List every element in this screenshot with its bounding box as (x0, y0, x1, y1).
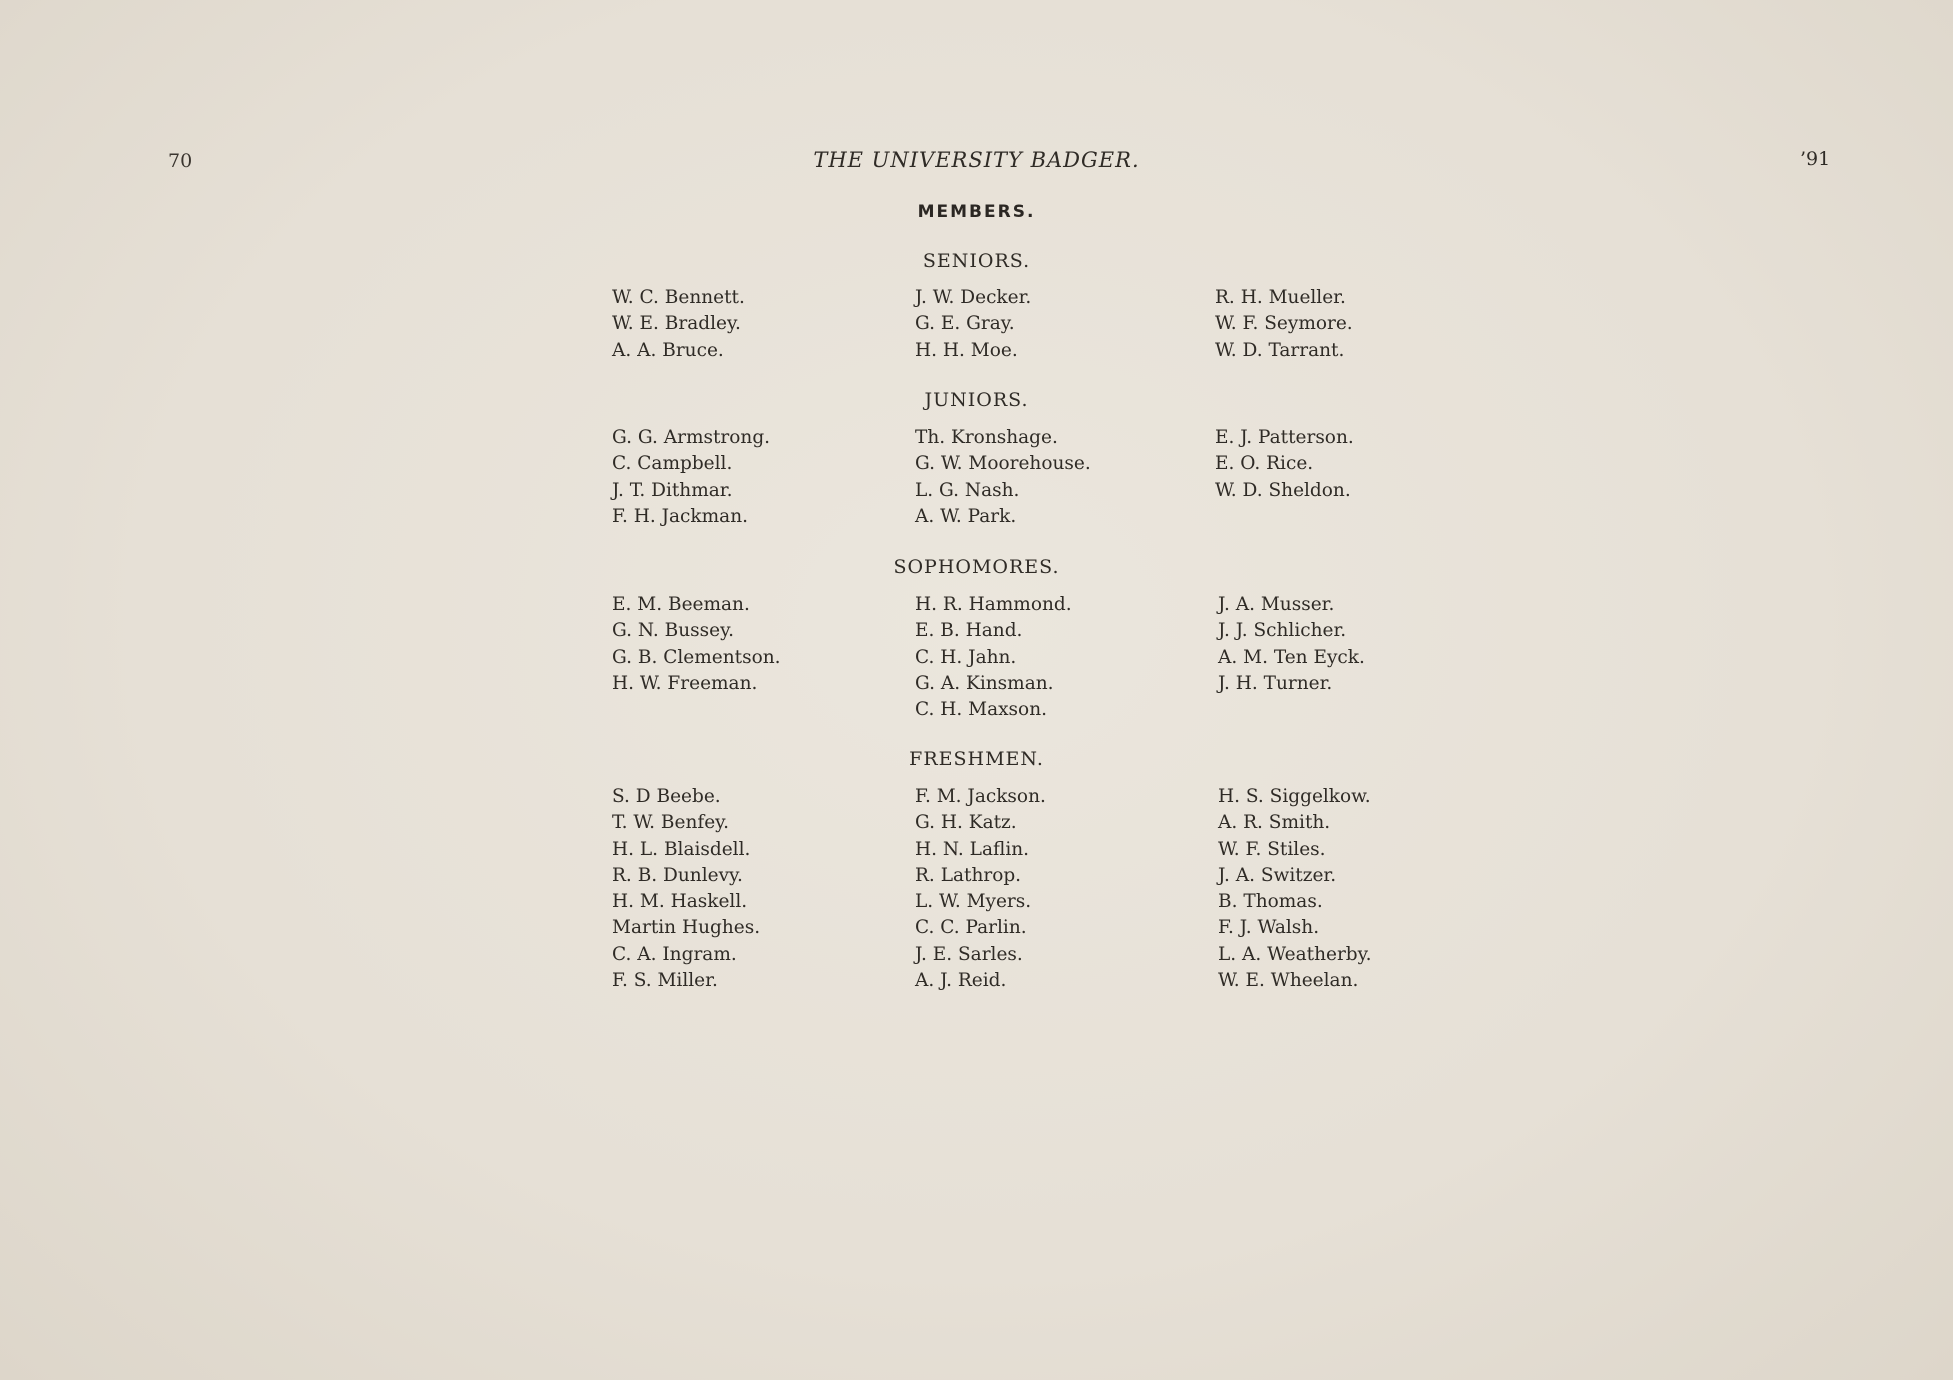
juniors-column-3 (1215, 425, 1354, 504)
member-name: F. J. Walsh. (1218, 917, 1320, 939)
member-name: C. H. Maxson. (915, 699, 1047, 721)
member-name: R. B. Dunlevy. (612, 864, 743, 886)
member-name: A. R. Smith. (1218, 812, 1331, 834)
member-name: F. H. Jackman. (612, 505, 748, 527)
freshmen-column-2 (915, 784, 1046, 994)
member-name: T. W. Benfey. (612, 812, 730, 834)
member-name: W. C. Bennett. (612, 287, 745, 308)
member-name: L. A. Weatherby. (1218, 943, 1372, 965)
member-name: C. Campbell. (612, 453, 733, 475)
member-name: J. E. Sarles. (915, 943, 1023, 965)
member-name: H. H. Moe. (915, 339, 1018, 361)
juniors-column-1 (612, 425, 770, 530)
sophomores-column-3 (1218, 592, 1365, 697)
member-name: C. C. Parlin. (915, 917, 1027, 939)
member-name: H. N. Laflin. (915, 838, 1030, 860)
member-name: J. W. Decker. (915, 287, 1032, 308)
member-name: G. A. Kinsman. (915, 672, 1054, 694)
member-name: Martin Hughes. (612, 917, 761, 939)
member-name: W. D. Tarrant. (1215, 339, 1345, 361)
member-name: L. W. Myers. (915, 891, 1032, 913)
member-name: G. N. Bussey. (612, 620, 734, 642)
member-name: W. D. Sheldon. (1215, 479, 1351, 501)
member-name: A. J. Reid. (915, 970, 1007, 992)
member-name: G. E. Gray. (915, 313, 1015, 335)
member-name: W. E. Bradley. (612, 313, 741, 335)
member-name: B. Thomas. (1218, 891, 1323, 913)
member-name: H. W. Freeman. (612, 672, 758, 694)
member-name: H. L. Blaisdell. (612, 838, 751, 860)
running-title: THE UNIVERSITY BADGER. (813, 148, 1140, 172)
member-name: F. M. Jackson. (915, 786, 1046, 807)
member-name: W. F. Seymore. (1215, 313, 1353, 335)
member-name: F. S. Miller. (612, 970, 718, 992)
section-heading-juniors: JUNIORS. (924, 389, 1029, 411)
member-name: Th. Kronshage. (915, 427, 1058, 448)
seniors-column-2 (915, 285, 1031, 364)
class-year: ’91 (1800, 148, 1831, 170)
member-name: A. A. Bruce. (612, 339, 724, 361)
member-name: G. W. Moorehouse. (915, 453, 1091, 475)
seniors-column-3 (1215, 285, 1353, 364)
section-heading-seniors: SENIORS. (922, 250, 1031, 272)
member-name: G. G. Armstrong. (612, 427, 771, 448)
member-name: J. A. Switzer. (1218, 864, 1337, 886)
member-name: J. H. Turner. (1218, 672, 1333, 694)
member-name: R. H. Mueller. (1215, 287, 1346, 308)
members-heading: MEMBERS. (917, 202, 1036, 222)
member-name: G. B. Clementson. (612, 646, 781, 668)
sophomores-column-2 (915, 592, 1072, 723)
member-name: J. J. Schlicher. (1218, 620, 1347, 642)
juniors-column-2 (915, 425, 1091, 530)
member-name: H. M. Haskell. (612, 891, 748, 913)
member-name: W. F. Stiles. (1218, 838, 1326, 860)
section-heading-freshmen: FRESHMEN. (909, 748, 1044, 770)
member-name: E. B. Hand. (915, 620, 1023, 642)
member-name: R. Lathrop. (915, 864, 1022, 886)
member-name: H. S. Siggelkow. (1218, 786, 1371, 807)
member-name: W. E. Wheelan. (1218, 970, 1359, 992)
section-heading-sophomores: SOPHOMORES. (893, 556, 1060, 578)
member-name: E. M. Beeman. (612, 594, 750, 615)
seniors-column-1 (612, 285, 745, 364)
sophomores-column-1 (612, 592, 781, 697)
member-name: G. H. Katz. (915, 812, 1017, 834)
member-name: A. W. Park. (915, 505, 1017, 527)
member-name: E. J. Patterson. (1215, 427, 1354, 448)
member-name: A. M. Ten Eyck. (1218, 646, 1365, 668)
member-name: H. R. Hammond. (915, 594, 1072, 615)
member-name: S. D Beebe. (612, 786, 721, 807)
member-name: C. A. Ingram. (612, 943, 737, 965)
member-name: J. A. Musser. (1218, 594, 1335, 615)
member-name: E. O. Rice. (1215, 453, 1314, 475)
member-name: L. G. Nash. (915, 479, 1020, 501)
freshmen-column-1 (612, 784, 760, 994)
member-name: C. H. Jahn. (915, 646, 1017, 668)
page-number: 70 (168, 150, 193, 172)
member-name: J. T. Dithmar. (612, 479, 733, 501)
freshmen-column-3 (1218, 784, 1372, 994)
